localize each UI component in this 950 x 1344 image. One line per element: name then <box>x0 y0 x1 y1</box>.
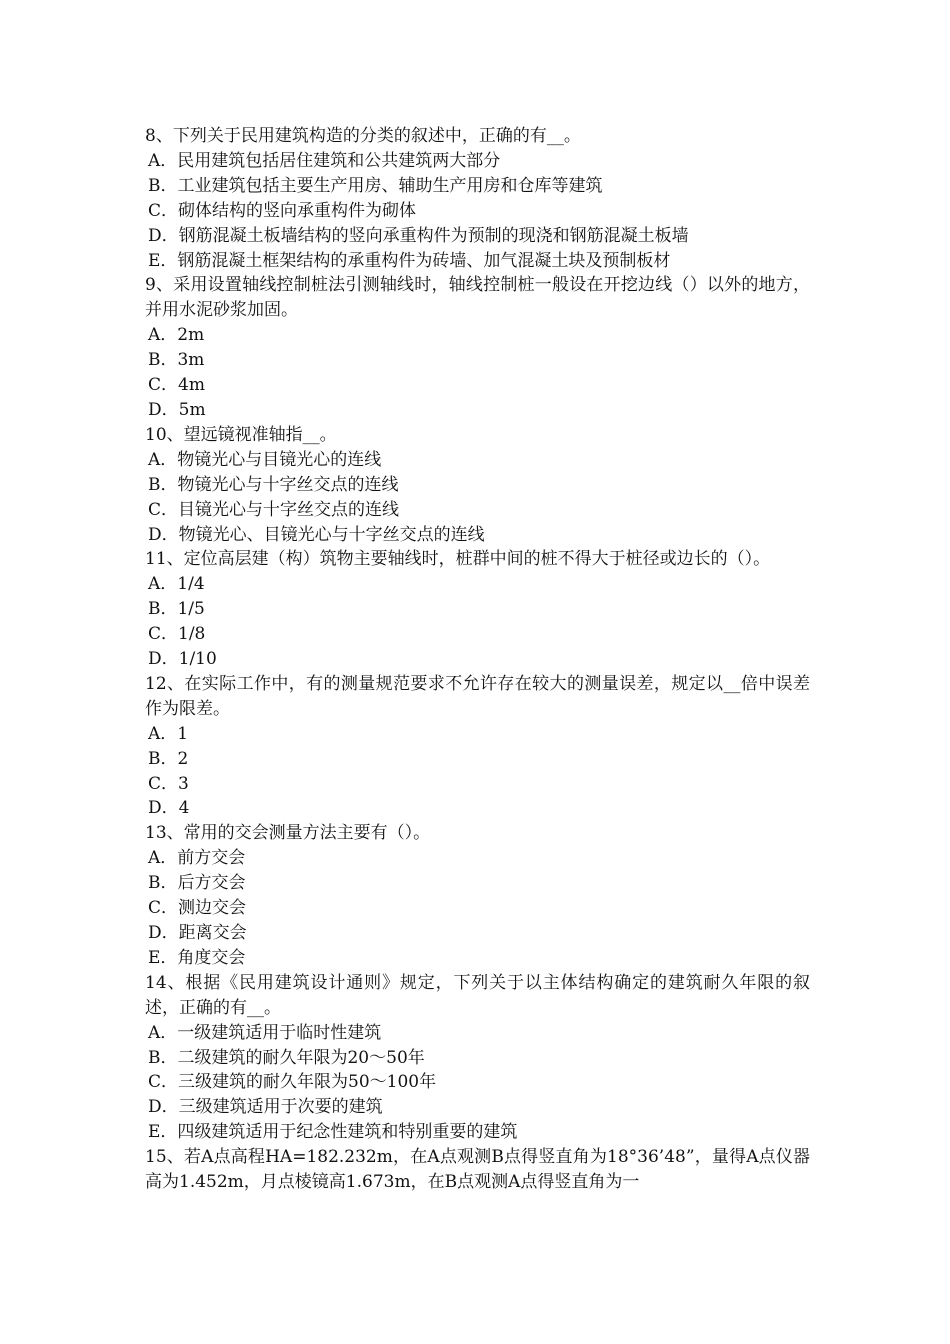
option-e: E．四级建筑适用于纪念性建筑和特别重要的建筑 <box>148 1122 518 1143</box>
option-c: C．测边交会 <box>148 898 247 919</box>
question-8 <box>145 124 810 273</box>
option-a: A．前方交会 <box>148 848 246 869</box>
option-d: D．1/10 <box>148 649 217 670</box>
option-c: C．1/8 <box>148 624 206 645</box>
option-a: A．物镜光心与目镜光心的连线 <box>148 449 382 470</box>
option-c: C．4m <box>148 375 205 396</box>
question-stem: 12、在实际工作中，有的测量规范要求不允许存在较大的测量误差，规定以__倍中误差作为限差。 <box>145 673 810 719</box>
question-13 <box>145 821 810 970</box>
question-stem: 9、采用设置轴线控制桩法引测轴线时，轴线控制桩一般设在开挖边线（）以外的地方，并用水泥砂浆加固。 <box>145 275 810 321</box>
option-a: A．一级建筑适用于临时性建筑 <box>148 1022 382 1043</box>
option-d: D．距离交会 <box>148 923 247 943</box>
option-b: B．二级建筑的耐久年限为20～50年 <box>148 1047 425 1068</box>
option-b: B．后方交会 <box>148 873 246 894</box>
option-d: D．三级建筑适用于次要的建筑 <box>148 1097 383 1118</box>
question-12 <box>145 672 810 821</box>
question-stem: 11、定位高层建（构）筑物主要轴线时，桩群中间的桩不得大于桩径或边长的（）。 <box>145 549 771 570</box>
question-stem: 14、根据《民用建筑设计通则》规定，下列关于以主体结构确定的建筑耐久年限的叙述，正确的有__。 <box>145 972 810 1018</box>
document-page <box>145 124 810 1195</box>
question-9 <box>145 273 810 422</box>
option-b: B．1/5 <box>148 599 205 620</box>
question-stem: 15、若A点高程HA=182.232m，在A点观测B点得竖直角为18°36’48”，量得A点仪器高为1.452m，月点棱镜高1.673m，在B点观测A点得竖直角为一 <box>145 1147 810 1193</box>
option-c: C．3 <box>148 773 189 794</box>
option-c: C．三级建筑的耐久年限为50～100年 <box>148 1072 437 1093</box>
option-d: D．4 <box>148 798 190 819</box>
question-stem: 13、常用的交会测量方法主要有（）。 <box>145 823 431 844</box>
option-d: D．钢筋混凝土板墙结构的竖向承重构件为预制的现浇和钢筋混凝土板墙 <box>148 225 689 246</box>
question-15 <box>145 1145 810 1195</box>
option-e: E．角度交会 <box>148 947 246 968</box>
option-a: A．2m <box>148 325 205 346</box>
option-a: A．民用建筑包括居住建筑和公共建筑两大部分 <box>148 150 501 171</box>
option-c: C．目镜光心与十字丝交点的连线 <box>148 499 400 520</box>
option-b: B．物镜光心与十字丝交点的连线 <box>148 474 399 495</box>
option-e: E．钢筋混凝土框架结构的承重构件为砖墙、加气混凝土块及预制板材 <box>148 250 671 271</box>
option-b: B．2 <box>148 748 189 769</box>
option-a: A．1/4 <box>148 574 205 595</box>
question-14 <box>145 971 810 1145</box>
option-c: C．砌体结构的竖向承重构件为砌体 <box>148 200 417 221</box>
question-10 <box>145 423 810 548</box>
option-a: A．1 <box>148 723 189 744</box>
question-11 <box>145 547 810 672</box>
option-d: D．5m <box>148 399 206 420</box>
option-d: D．物镜光心、目镜光心与十字丝交点的连线 <box>148 524 485 545</box>
question-stem: 8、下列关于民用建筑构造的分类的叙述中，正确的有__。 <box>145 126 581 146</box>
option-b: B．3m <box>148 350 205 371</box>
question-stem: 10、望远镜视准轴指__。 <box>145 424 337 445</box>
option-b: B．工业建筑包括主要生产用房、辅助生产用房和仓库等建筑 <box>148 175 603 196</box>
